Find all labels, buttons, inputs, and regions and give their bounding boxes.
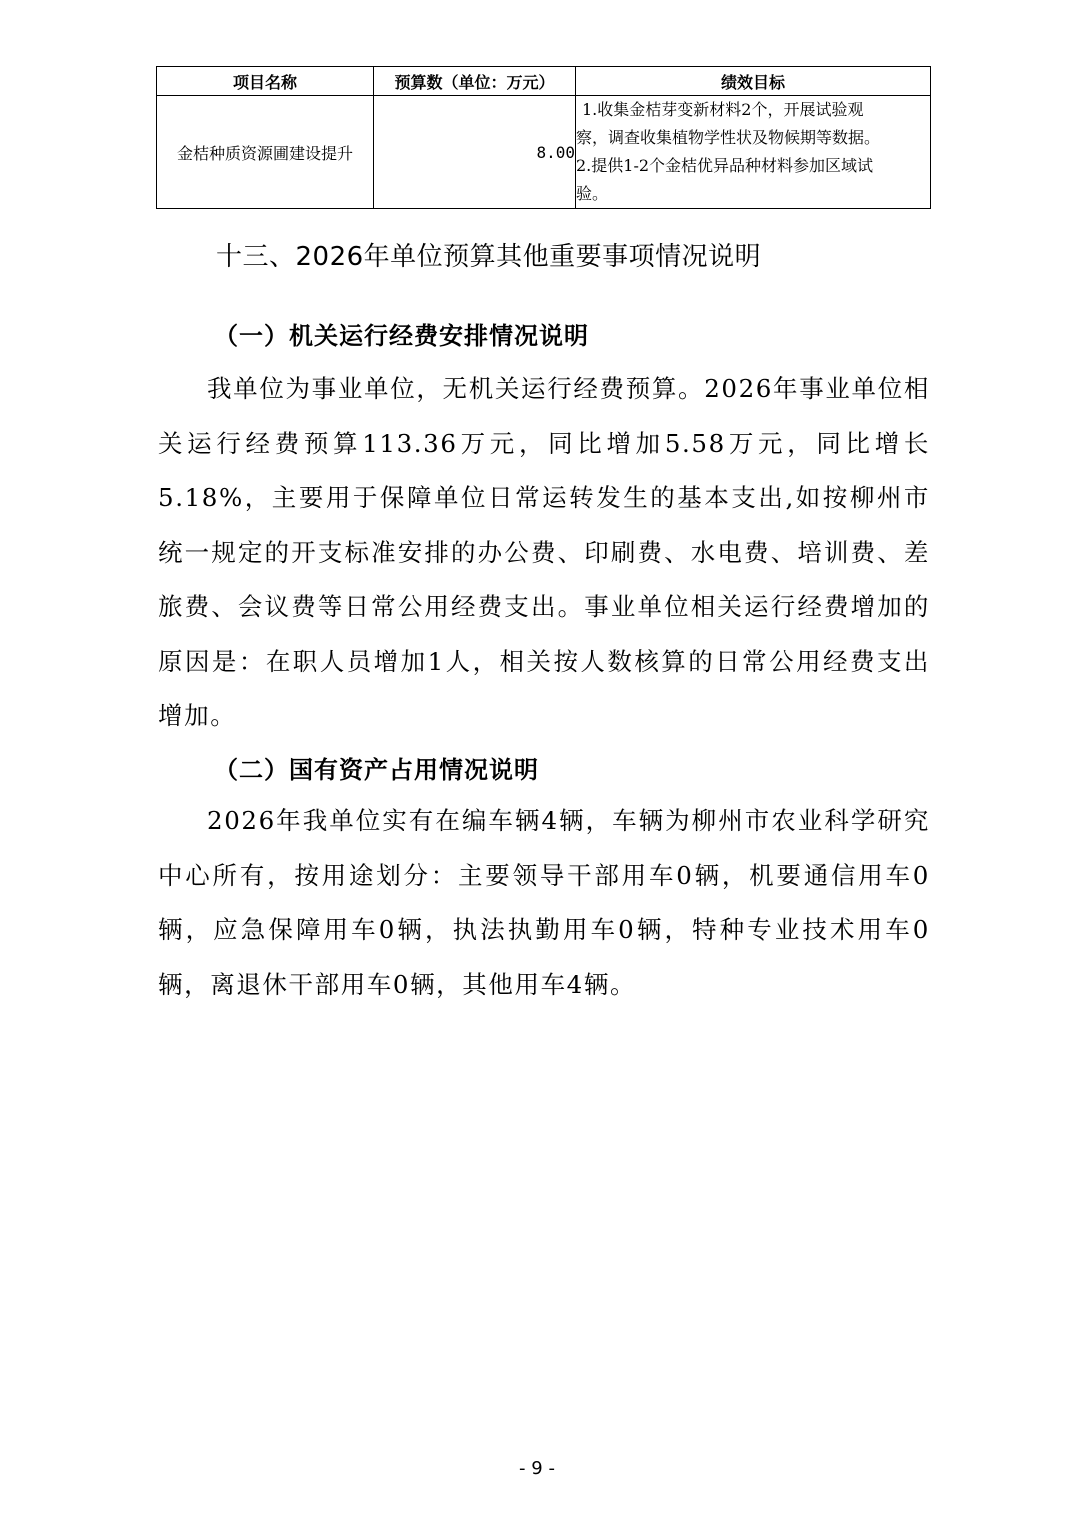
budget-table	[156, 66, 931, 209]
goal-line: 2.提供1-2个金桔优异品种材料参加区域试	[576, 156, 874, 175]
goal-line: 验。	[576, 184, 609, 203]
table-header-row	[157, 67, 931, 96]
cell-project-name: 金桔种质资源圃建设提升	[157, 96, 374, 209]
paragraph-operating-expenses: 我单位为事业单位，无机关运行经费预算。2026年事业单位相关运行经费预算113.36万元，同比增加5.58万元，同比增长5.18%，主要用于保障单位日常运转发生的基本支出,如按柳州市统一规定的开支标准安排的办公费、印刷费、水电费、培训费、差旅费、会议费等日常公用经费支出。事业单位相关运行经费增加的原因是：在职人员增加1人，相关按人数核算的日常公用经费支出增加。	[158, 374, 930, 730]
subsection-title-operating-expenses: （一）机关运行经费安排情况说明	[214, 322, 589, 350]
goal-line: 察，调查收集植物学性状及物候期等数据。	[576, 128, 881, 147]
header-budget-amount: 预算数（单位：万元）	[374, 67, 576, 96]
cell-budget-amount: 8.00	[374, 96, 576, 209]
paragraph-state-assets: 2026年我单位实有在编车辆4辆，车辆为柳州市农业科学研究中心所有，按用途划分：主要领导干部用车0辆，机要通信用车0辆，应急保障用车0辆，执法执勤用车0辆，特种专业技术用车0辆，离退休干部用车0辆，其他用车4辆。	[158, 806, 930, 999]
header-project-name: 项目名称	[157, 67, 374, 96]
table-row	[157, 96, 931, 209]
header-performance-goal: 绩效目标	[576, 67, 931, 96]
subsection-title-state-assets: （二）国有资产占用情况说明	[214, 756, 539, 784]
page-number: - 9 -	[519, 1458, 555, 1479]
goal-line: 1.收集金桔芽变新材料2个，开展试验观	[582, 100, 864, 119]
cell-performance-goal	[576, 96, 931, 209]
section-title: 十三、2026年单位预算其他重要事项情况说明	[216, 242, 762, 272]
